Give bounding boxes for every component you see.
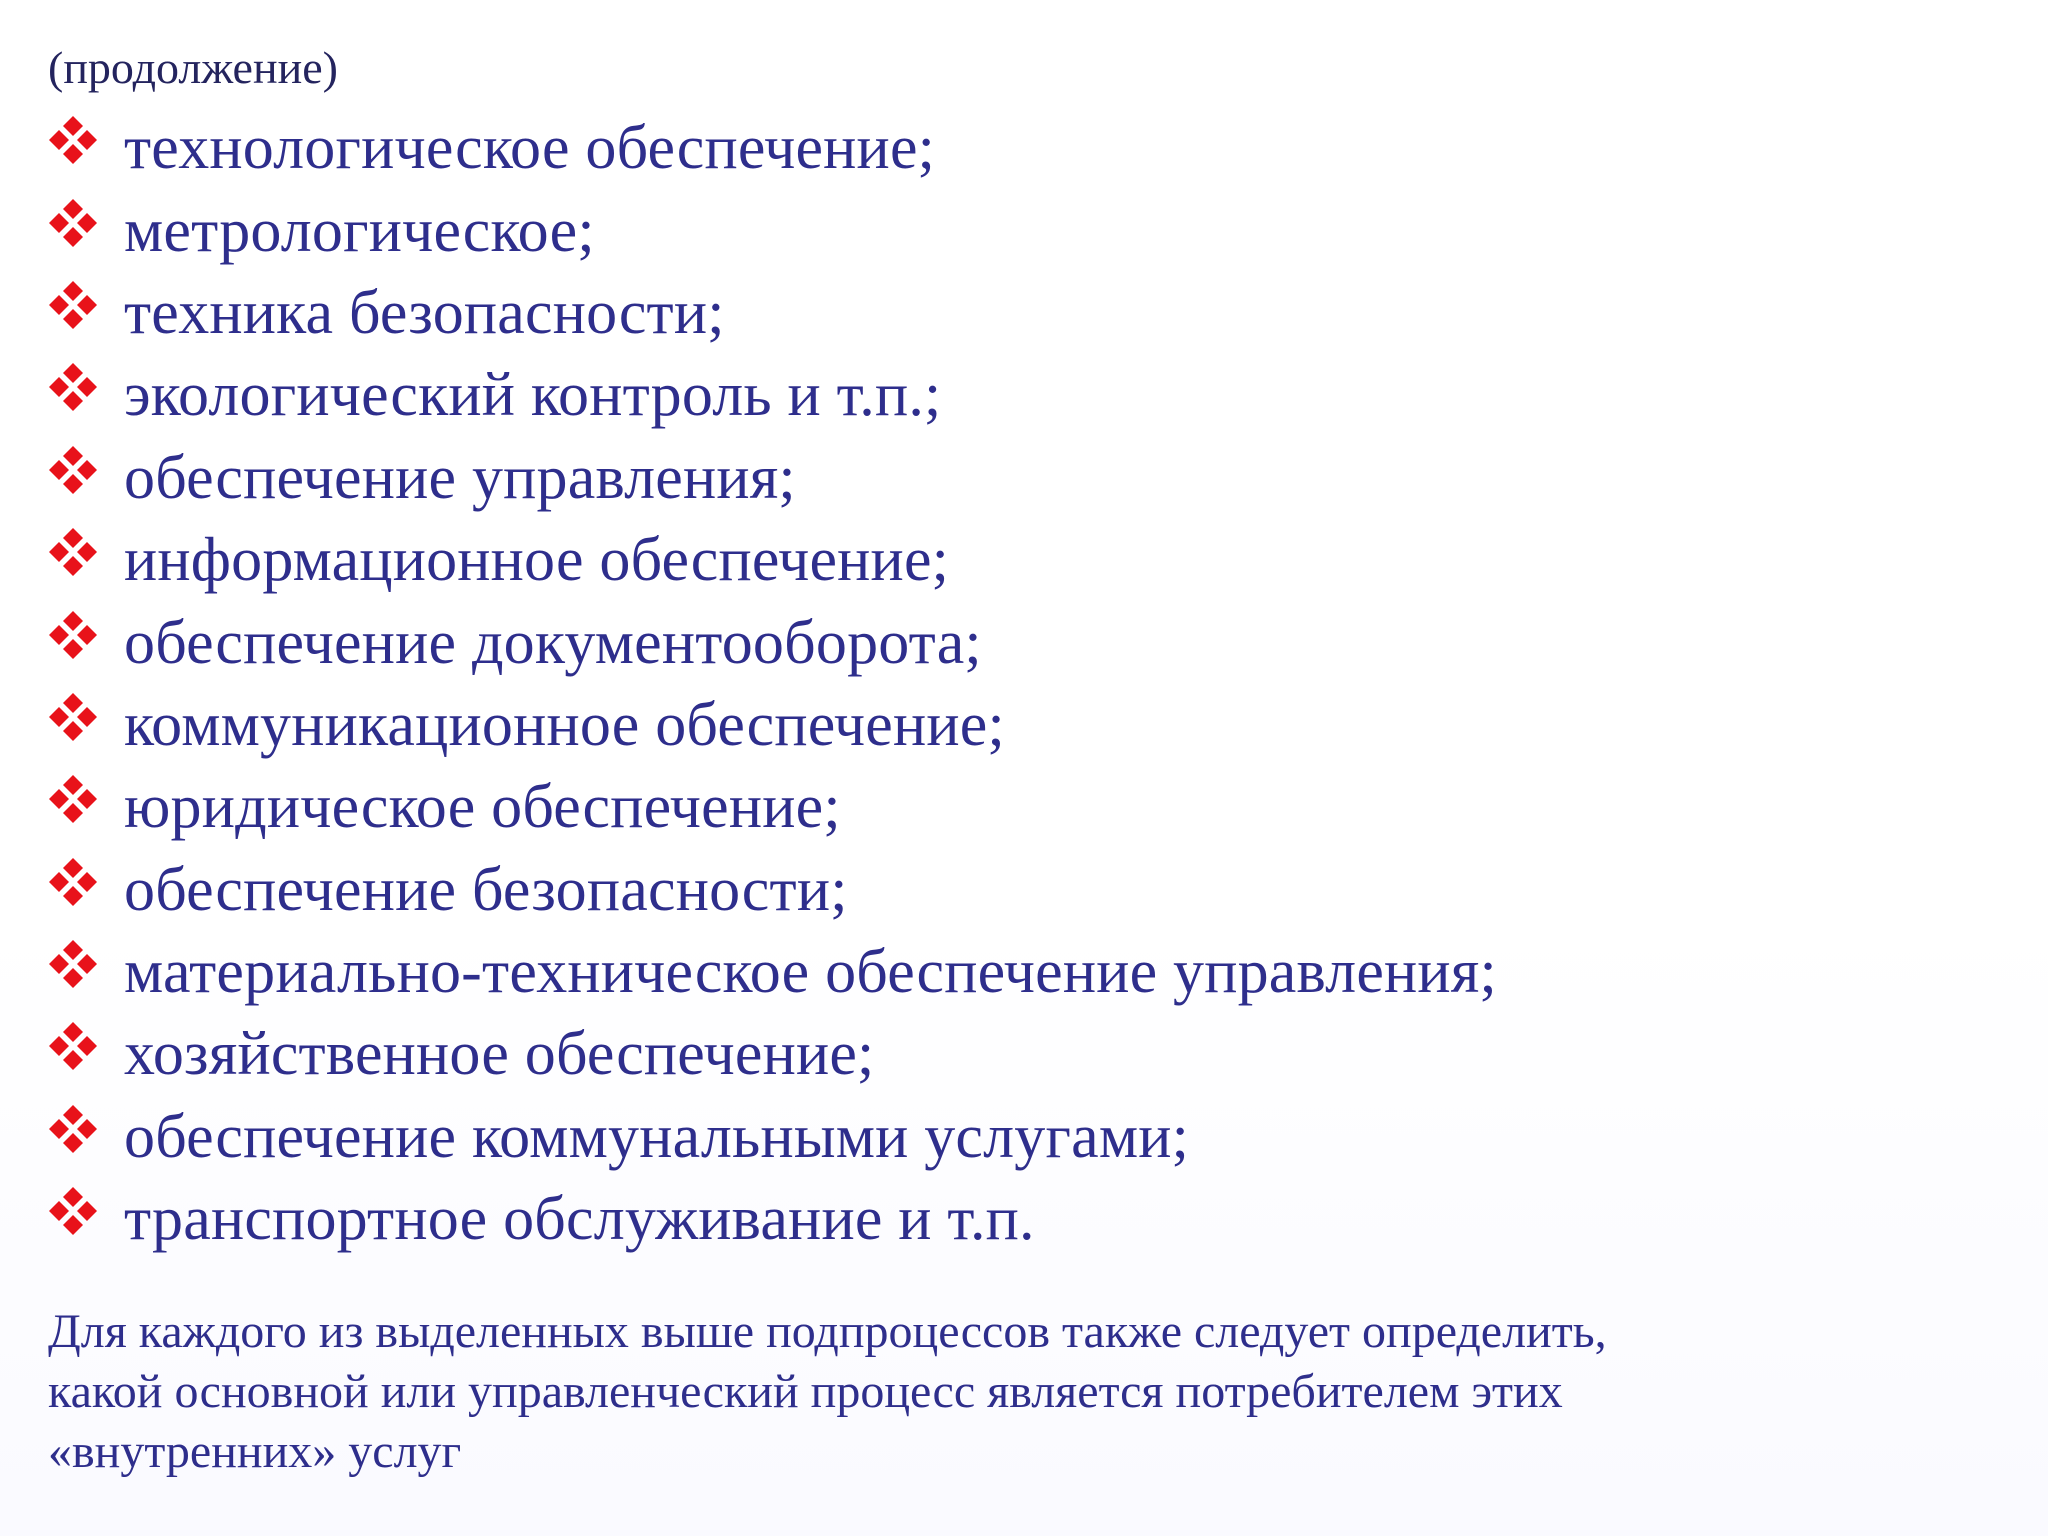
four-diamond-icon xyxy=(48,857,98,907)
four-diamond-icon xyxy=(48,1104,98,1154)
bullet-item xyxy=(48,519,1497,601)
bullet-item xyxy=(48,1013,1497,1095)
four-diamond-icon xyxy=(48,445,98,495)
bullet-item xyxy=(48,354,1497,436)
four-diamond-icon xyxy=(48,198,98,248)
bullet-text: информационное обеспечение; xyxy=(124,526,950,595)
four-diamond-icon xyxy=(48,115,98,165)
bullet-text: обеспечение документооборота; xyxy=(124,608,982,677)
bullet-item xyxy=(48,684,1497,766)
four-diamond-icon xyxy=(48,362,98,412)
bullet-item xyxy=(48,1096,1497,1178)
four-diamond-icon xyxy=(48,939,98,989)
bullet-text: обеспечение управления; xyxy=(124,443,796,512)
bullet-text: метрологическое; xyxy=(124,196,595,265)
four-diamond-icon xyxy=(48,692,98,742)
four-diamond-icon xyxy=(48,774,98,824)
bullet-text: экологический контроль и т.п.; xyxy=(124,361,942,430)
bullet-item xyxy=(48,189,1497,271)
note-paragraph xyxy=(48,1302,2008,1482)
bullet-item xyxy=(48,272,1497,354)
bullet-text: транспортное обслуживание и т.п. xyxy=(124,1185,1035,1254)
bullet-text: обеспечение коммунальными услугами; xyxy=(124,1102,1190,1171)
four-diamond-icon xyxy=(48,1186,98,1236)
bullet-text: технологическое обеспечение; xyxy=(124,114,936,183)
bullet-item xyxy=(48,849,1497,931)
continuation-label: (продолжение) xyxy=(48,42,338,93)
bullet-text: юридическое обеспечение; xyxy=(124,773,841,842)
note-line: какой основной или управленческий процесс является потребителем этих xyxy=(48,1365,1563,1418)
bullet-item xyxy=(48,107,1497,189)
four-diamond-icon xyxy=(48,610,98,660)
bullet-item xyxy=(48,1178,1497,1260)
bullet-item xyxy=(48,437,1497,519)
bullet-list xyxy=(48,107,1497,1260)
note-line: «внутренних» услуг xyxy=(48,1425,462,1478)
note-line: Для каждого из выделенных выше подпроцессов также следует определить, xyxy=(48,1305,1607,1358)
four-diamond-icon xyxy=(48,1021,98,1071)
bullet-text: техника безопасности; xyxy=(124,278,725,347)
bullet-text: хозяйственное обеспечение; xyxy=(124,1020,875,1089)
bullet-item xyxy=(48,601,1497,683)
bullet-text: материально-техническое обеспечение управления; xyxy=(124,938,1497,1007)
bullet-item xyxy=(48,766,1497,848)
bullet-text: коммуникационное обеспечение; xyxy=(124,690,1005,759)
bullet-item xyxy=(48,931,1497,1013)
bullet-text: обеспечение безопасности; xyxy=(124,855,848,924)
four-diamond-icon xyxy=(48,280,98,330)
four-diamond-icon xyxy=(48,527,98,577)
